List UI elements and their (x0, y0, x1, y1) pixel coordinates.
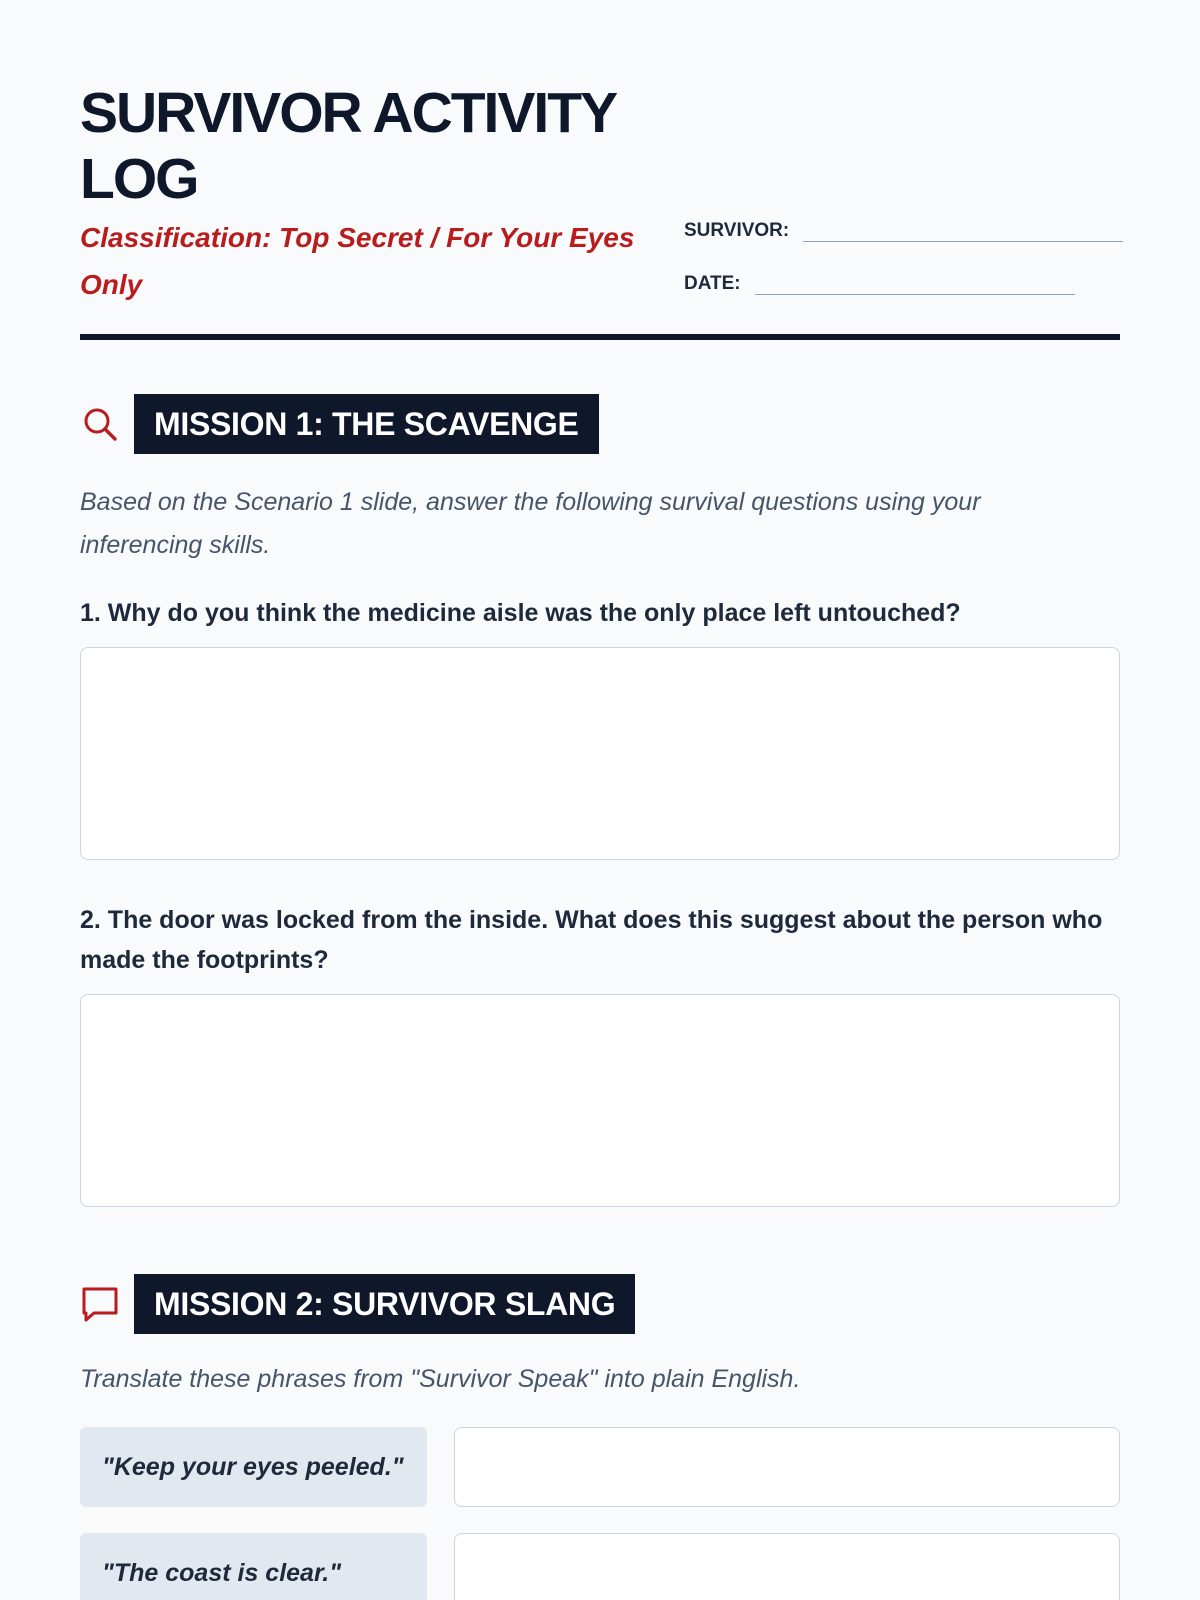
survivor-input-line[interactable] (803, 220, 1123, 242)
mission-1-heading (80, 394, 599, 454)
survivor-label: SURVIVOR: (684, 220, 790, 241)
question-2: 2. The door was locked from the inside. What does this suggest about the person who made the footprints? (80, 906, 1103, 974)
mission-2-heading (80, 1274, 635, 1334)
mission-1-instruction: Based on the Scenario 1 slide, answer the following survival questions using your inferencing skills. (80, 488, 981, 559)
slang-phrase: "The coast is clear." (80, 1533, 427, 1600)
date-input-line[interactable] (755, 273, 1075, 295)
slang-phrase: "Keep your eyes peeled." (80, 1427, 427, 1507)
mission-2-title: MISSION 2: SURVIVOR SLANG (134, 1274, 635, 1334)
page-title: SURVIVOR ACTIVITY LOG (80, 81, 616, 211)
chat-bubble-icon (80, 1284, 120, 1324)
search-icon (80, 404, 120, 444)
slang-row (80, 1533, 1120, 1600)
question-1-answer-box[interactable] (80, 647, 1120, 860)
slang-translation-input[interactable] (454, 1533, 1120, 1600)
date-field (684, 273, 1075, 295)
mission-1-title: MISSION 1: THE SCAVENGE (134, 394, 599, 454)
header-divider (80, 334, 1120, 340)
date-label: DATE: (684, 273, 741, 294)
slang-row (80, 1427, 1120, 1507)
worksheet-header (80, 80, 1120, 342)
question-1: 1. Why do you think the medicine aisle was the only place left untouched? (80, 599, 961, 627)
question-2-answer-box[interactable] (80, 994, 1120, 1207)
survivor-field (684, 220, 1123, 242)
mission-2-instruction: Translate these phrases from "Survivor Speak" into plain English. (80, 1365, 801, 1393)
slang-translation-input[interactable] (454, 1427, 1120, 1507)
classification-label: Classification: Top Secret / For Your Eyes Only (80, 222, 635, 300)
